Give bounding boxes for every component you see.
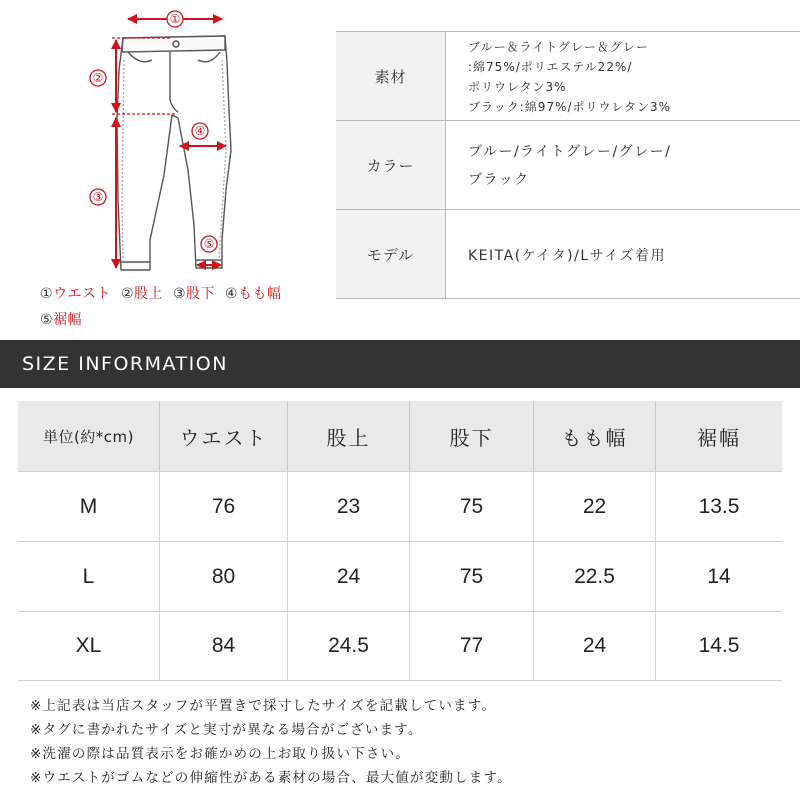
spec-value-color	[468, 121, 798, 210]
marker-4: ④	[194, 124, 206, 138]
legend-hem: 裾幅	[53, 312, 83, 328]
table-cell: 22	[534, 472, 656, 541]
note-line: ※ウエストがゴムなどの伸縮性がある素材の場合、最大値が変動します。	[30, 770, 512, 786]
spec-line: KEITA(ケイタ)/Lサイズ着用	[468, 247, 667, 264]
size-label: XL	[18, 612, 160, 680]
note-line: ※上記表は当店スタッフが平置きで採寸したサイズを記載しています。	[30, 698, 497, 714]
note-line: ※タグに書かれたサイズと実寸が異なる場合がございます。	[30, 722, 423, 738]
legend-row-2	[40, 308, 82, 332]
table-row	[18, 611, 782, 681]
spec-line: ブルー＆ライトグレー＆グレー	[468, 39, 649, 54]
table-cell: 76	[160, 472, 288, 541]
banner-title: SIZE INFORMATION	[22, 353, 228, 375]
spec-table	[336, 31, 800, 299]
table-row	[18, 471, 782, 541]
marker-1: ①	[169, 12, 181, 26]
legend-inseam: 股下	[186, 286, 215, 302]
spec-row-material	[336, 31, 800, 121]
spec-line: ブラック	[468, 171, 530, 188]
legend-rise: 股上	[134, 286, 164, 302]
marker-5: ⑤	[203, 237, 215, 251]
legend-num: ②	[120, 286, 135, 302]
table-cell: 22.5	[534, 542, 656, 611]
size-information-banner	[0, 340, 800, 388]
size-table-header	[18, 401, 782, 471]
legend-num: ①	[40, 286, 54, 302]
table-cell: 24	[288, 542, 410, 611]
legend-num: ④	[224, 286, 238, 302]
legend-waist: ウエスト	[53, 286, 112, 302]
spec-value-model	[468, 210, 798, 299]
spec-line: ポリウレタン3%	[468, 79, 567, 94]
size-label: M	[18, 472, 160, 541]
spec-line: ブラック:綿97%/ポリウレタン3%	[468, 99, 672, 114]
header-unit: 単位(約*cm)	[18, 401, 160, 471]
spec-row-color	[336, 120, 800, 210]
table-cell: 84	[160, 612, 288, 680]
table-cell: 14.5	[698, 634, 740, 657]
marker-3: ③	[92, 190, 104, 204]
measurement-diagram	[0, 0, 330, 340]
header-hem: 裾幅	[697, 425, 741, 450]
table-cell: 80	[160, 542, 288, 611]
spec-line: ブルー/ライトグレー/グレー/	[468, 143, 672, 160]
table-cell: 24.5	[288, 612, 410, 680]
notes	[30, 694, 790, 790]
spec-row-model	[336, 209, 800, 299]
spec-label: 素材	[336, 32, 446, 121]
note-line: ※洗濯の際は品質表示をお確かめの上お取り扱い下さい。	[30, 746, 411, 762]
legend-num: ⑤	[40, 312, 54, 328]
size-label: L	[18, 542, 160, 611]
legend-num: ③	[172, 286, 186, 302]
spec-line: :綿75%/ポリエステル22%/	[468, 59, 633, 74]
size-table	[18, 401, 782, 681]
header-inseam: 股下	[410, 401, 534, 471]
table-row	[18, 541, 782, 611]
spec-label: モデル	[336, 210, 446, 299]
legend-row-1	[40, 282, 281, 306]
table-cell: 24	[534, 612, 656, 680]
pants-outline	[117, 36, 231, 270]
spec-value-material	[468, 32, 798, 121]
spec-bottom-border	[336, 298, 800, 299]
legend-thigh: もも幅	[237, 286, 282, 302]
marker-2: ②	[92, 71, 104, 85]
table-cell: 75	[410, 542, 534, 611]
table-cell: 75	[410, 472, 534, 541]
spec-label: カラー	[336, 121, 446, 210]
header-thigh: もも幅	[534, 401, 656, 471]
table-cell: 14	[707, 564, 731, 588]
table-cell: 23	[288, 472, 410, 541]
header-waist: ウエスト	[160, 401, 288, 471]
table-cell: 77	[410, 612, 534, 680]
header-rise: 股上	[288, 401, 410, 471]
pants-illustration	[0, 0, 330, 290]
table-cell: 13.5	[698, 494, 740, 518]
